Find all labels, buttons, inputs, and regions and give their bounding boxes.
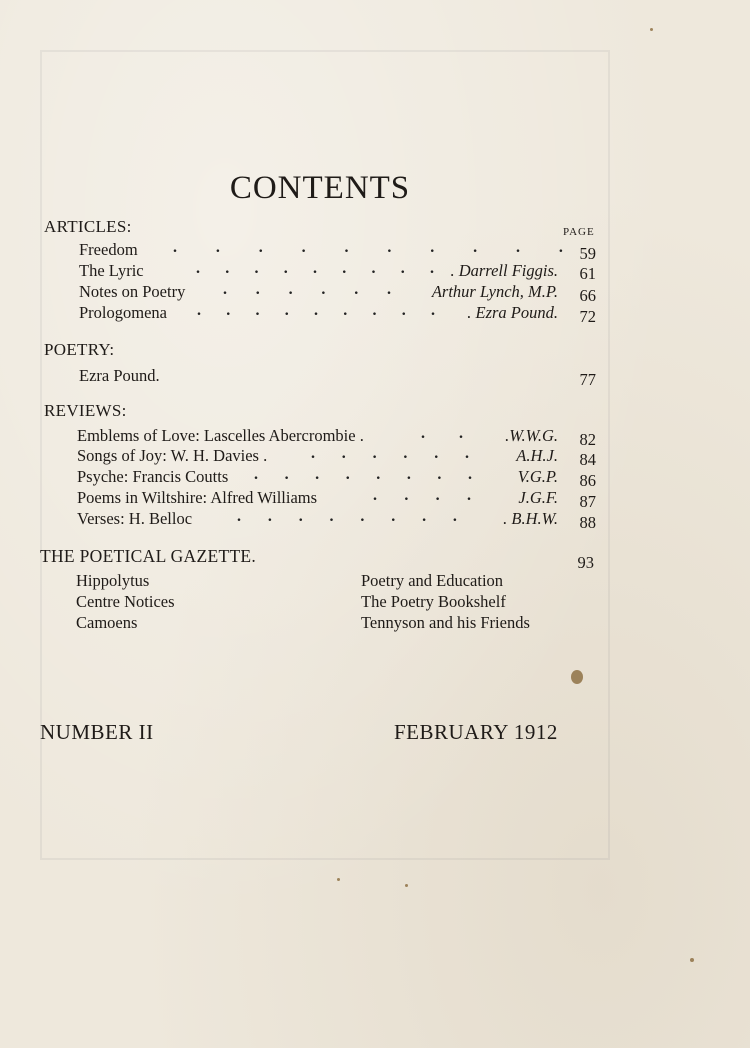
review-page: 84	[579, 450, 596, 469]
review-author: .W.W.G.	[505, 426, 558, 445]
leader-dots: . . . . . . . . .	[197, 302, 435, 319]
leader-dots: . . . . . .	[311, 445, 469, 462]
reviews-heading: REVIEWS:	[44, 401, 127, 420]
review-page: 82	[579, 430, 596, 449]
gazette-item: Tennyson and his Friends	[361, 613, 530, 632]
review-title: Songs of Joy: W. H. Davies .	[77, 446, 268, 465]
article-title: The Lyric	[79, 261, 144, 280]
leader-dots: . . . . . . . .	[254, 466, 472, 483]
article-page: 61	[579, 264, 596, 283]
poetry-item: Ezra Pound.	[79, 366, 160, 385]
article-page: 59	[579, 244, 596, 263]
review-author: A.H.J.	[516, 446, 558, 465]
article-author: Arthur Lynch, M.P.	[431, 282, 558, 301]
review-page: 88	[579, 513, 596, 532]
issue-date: FEBRUARY 1912	[394, 720, 558, 744]
leader-dots: . . . . . . . . . .	[173, 239, 563, 256]
article-page: 72	[579, 307, 596, 326]
article-author: . Ezra Pound.	[467, 303, 558, 322]
review-author: J.G.F.	[518, 488, 558, 507]
gazette-item: Camoens	[76, 613, 138, 632]
leader-dots: . . . . . . . . .	[196, 260, 434, 277]
gazette-item: Centre Notices	[76, 592, 175, 611]
article-title: Prologomena	[79, 303, 167, 322]
articles-heading: ARTICLES:	[44, 217, 132, 236]
foxing-speck	[690, 958, 694, 962]
article-title: Freedom	[79, 240, 138, 259]
review-title: Verses: H. Belloc	[77, 509, 193, 528]
review-page: 87	[579, 492, 596, 511]
leader-dots: . . . .	[373, 487, 471, 504]
leader-dots: . .	[421, 425, 463, 442]
article-author: . Darrell Figgis.	[450, 261, 558, 280]
review-title: Poems in Wiltshire: Alfred Williams	[77, 488, 318, 507]
poetry-heading: POETRY:	[44, 340, 115, 359]
gazette-heading: THE POETICAL GAZETTE.	[40, 546, 257, 566]
review-title: Emblems of Love: Lascelles Abercrombie .	[77, 426, 364, 445]
gazette-item: Poetry and Education	[361, 571, 504, 590]
review-author: V.G.P.	[517, 467, 558, 486]
gazette-item: The Poetry Bookshelf	[361, 592, 506, 611]
review-author: . B.H.W.	[503, 509, 558, 528]
gazette-item: Hippolytus	[76, 571, 150, 590]
foxing-speck	[405, 884, 408, 887]
foxing-speck	[337, 878, 340, 881]
article-page: 66	[579, 286, 596, 305]
page-column-label: PAGE	[563, 226, 595, 238]
article-title: Notes on Poetry	[79, 282, 186, 301]
foxing-speck	[650, 28, 653, 31]
issue-number: NUMBER II	[40, 720, 154, 744]
poetry-page: 77	[579, 370, 596, 389]
page-title: CONTENTS	[229, 170, 411, 206]
gazette-page: 93	[577, 553, 594, 572]
leader-dots: . . . . . .	[223, 281, 391, 298]
review-title: Psyche: Francis Coutts	[77, 467, 229, 486]
leader-dots: . . . . . . . .	[237, 508, 457, 525]
review-page: 86	[579, 471, 596, 490]
ink-spot	[571, 670, 583, 684]
